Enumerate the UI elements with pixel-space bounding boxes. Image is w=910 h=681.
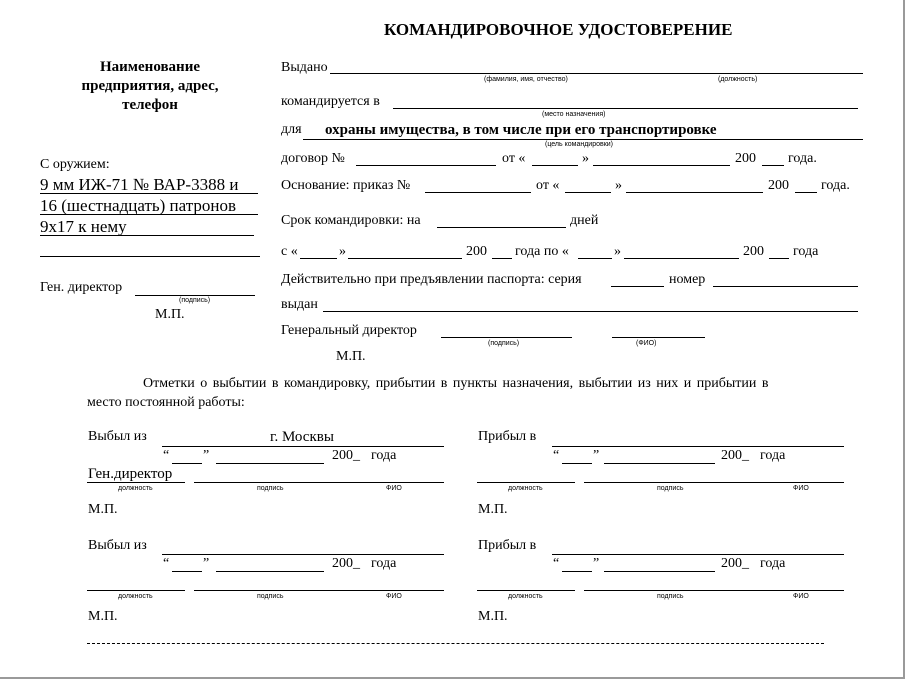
arrival-2-quote-open: “ (553, 556, 560, 571)
director-caption-name: (ФИО) (636, 340, 657, 347)
departure-1-sign-name-line (194, 482, 444, 483)
basis-close: » (615, 178, 622, 193)
arrival-2-cap-name: ФИО (793, 593, 809, 600)
arrival-2-place-line (552, 554, 844, 555)
director-stamp: М.П. (336, 349, 366, 364)
departure-1-day-line (172, 463, 202, 464)
departure-1-place-value: г. Москвы (270, 429, 334, 445)
purpose-value: охраны имущества, в том числе при его транспортировке (325, 122, 717, 138)
departure-2-quote-open: “ (163, 556, 170, 571)
issuer-heading-line2: предприятия, адрес, (81, 78, 219, 94)
term-unit: дней (570, 213, 599, 228)
contract-month-line (593, 165, 730, 166)
term-label: Срок командировки: на (281, 213, 421, 228)
period-year-2: 200 (743, 244, 764, 259)
period-month1-line (348, 258, 462, 259)
departure-1-label: Выбыл из (88, 429, 147, 444)
departure-1-year-suffix: года (371, 448, 397, 463)
arrival-1-day-line (562, 463, 592, 464)
arrival-2-position-line (477, 590, 575, 591)
weapon-line-3: 9х17 к нему (40, 217, 127, 236)
director-label: Генеральный директор (281, 323, 417, 338)
contract-number-line (356, 165, 496, 166)
term-days-line (437, 227, 566, 228)
arrival-1-year: 200_ (721, 448, 749, 463)
departure-1-cap-position: должность (118, 485, 153, 492)
period-year1-line (492, 258, 512, 259)
weapon-label: С оружием: (40, 157, 110, 172)
departure-2-cap-sign: подпись (257, 593, 284, 600)
departure-2-cap-name: ФИО (386, 593, 402, 600)
arrival-1-sign-name-line (584, 482, 844, 483)
arrival-2-month-line (604, 571, 715, 572)
director-name-line (612, 337, 705, 338)
basis-year: 200 (768, 178, 789, 193)
purpose-line (303, 139, 863, 140)
period-month2-line (624, 258, 739, 259)
departure-1-place-line (162, 446, 444, 447)
arrival-1-position-line (477, 482, 575, 483)
contract-from: от « (502, 151, 526, 166)
arrival-2-year: 200_ (721, 556, 749, 571)
contract-year-suffix: года. (788, 151, 817, 166)
purpose-label: для (281, 122, 302, 137)
period-day2-line (578, 258, 612, 259)
arrival-1-quote-close: ” (593, 448, 600, 463)
period-year-1: 200 (466, 244, 487, 259)
departure-1-cap-name: ФИО (386, 485, 402, 492)
passport-issued-label: выдан (281, 297, 318, 312)
weapon-underline-3 (40, 235, 254, 236)
departure-2-day-line (172, 571, 202, 572)
arrival-2-quote-close: ” (593, 556, 600, 571)
sent-to-line (393, 108, 858, 109)
departure-1-position-value: Ген.директор (88, 466, 173, 482)
arrival-1-cap-position: должность (508, 485, 543, 492)
basis-year-line (795, 192, 817, 193)
contract-year: 200 (735, 151, 756, 166)
arrival-1-quote-open: “ (553, 448, 560, 463)
period-to: года по « (515, 244, 569, 259)
passport-number-line (713, 286, 858, 287)
issued-label: Выдано (281, 60, 328, 75)
departure-1-month-line (216, 463, 324, 464)
arrival-2-stamp: М.П. (478, 609, 508, 624)
issued-caption-name: (фамилия, имя, отчество) (484, 76, 568, 83)
period-close-1: » (339, 244, 346, 259)
departure-2-cap-position: должность (118, 593, 153, 600)
basis-from: от « (536, 178, 560, 193)
arrival-1-stamp: М.П. (478, 502, 508, 517)
contract-label: договор № (281, 151, 345, 166)
document-title: КОМАНДИРОВОЧНОЕ УДОСТОВЕРЕНИЕ (384, 20, 733, 39)
arrival-2-cap-position: должность (508, 593, 543, 600)
passport-number-label: номер (669, 272, 706, 287)
sent-to-caption: (место назначения) (542, 111, 606, 118)
arrival-2-label: Прибыл в (478, 538, 537, 553)
marks-paragraph-line1: Отметки о выбытии в командировку, прибытии в пункты назначения, выбытии из них и прибытии в (143, 376, 769, 391)
left-stamp: М.П. (155, 307, 185, 322)
contract-year-line (762, 165, 784, 166)
passport-label: Действительно при предъявлении паспорта: серия (281, 272, 582, 287)
arrival-1-year-suffix: года (760, 448, 786, 463)
director-sign-line (441, 337, 572, 338)
weapon-line-2: 16 (шестнадцать) патронов (40, 196, 236, 215)
purpose-caption: (цель командировки) (545, 141, 614, 148)
departure-1-stamp: М.П. (88, 502, 118, 517)
marks-paragraph-line2: место постоянной работы: (87, 395, 245, 410)
period-from: с « (281, 244, 298, 259)
departure-2-quote-close: ” (203, 556, 210, 571)
departure-2-place-line (162, 554, 444, 555)
departure-1-quote-open: “ (163, 448, 170, 463)
departure-2-label: Выбыл из (88, 538, 147, 553)
weapon-underline-2 (40, 214, 258, 215)
arrival-1-cap-name: ФИО (793, 485, 809, 492)
bottom-dashed-rule (87, 643, 824, 644)
issuer-heading-line3: телефон (122, 97, 178, 113)
period-day1-line (300, 258, 337, 259)
period-year-suffix: года (793, 244, 819, 259)
weapon-blank-line (40, 256, 260, 257)
arrival-2-day-line (562, 571, 592, 572)
departure-2-year: 200_ (332, 556, 360, 571)
basis-month-line (626, 192, 763, 193)
departure-1-year: 200_ (332, 448, 360, 463)
basis-day-line (565, 192, 611, 193)
departure-2-sign-name-line (194, 590, 444, 591)
arrival-1-cap-sign: подпись (657, 485, 684, 492)
departure-2-stamp: М.П. (88, 609, 118, 624)
basis-year-suffix: года. (821, 178, 850, 193)
basis-label: Основание: приказ № (281, 178, 411, 193)
passport-series-line (611, 286, 664, 287)
departure-1-quote-close: ” (203, 448, 210, 463)
basis-number-line (425, 192, 531, 193)
passport-issued-line (323, 311, 858, 312)
sent-to-label: командируется в (281, 94, 380, 109)
contract-day-line (532, 165, 578, 166)
issued-caption-position: (должность) (718, 76, 758, 83)
left-signature-label: Ген. директор (40, 280, 123, 295)
arrival-2-year-suffix: года (760, 556, 786, 571)
arrival-1-month-line (604, 463, 715, 464)
contract-close: » (582, 151, 589, 166)
arrival-1-label: Прибыл в (478, 429, 537, 444)
left-signature-caption: (подпись) (179, 297, 211, 304)
arrival-2-sign-name-line (584, 590, 844, 591)
departure-2-month-line (216, 571, 324, 572)
issued-line (330, 73, 863, 74)
arrival-1-place-line (552, 446, 844, 447)
departure-1-cap-sign: подпись (257, 485, 284, 492)
arrival-2-cap-sign: подпись (657, 593, 684, 600)
period-year2-line (769, 258, 789, 259)
departure-2-year-suffix: года (371, 556, 397, 571)
weapon-line-1: 9 мм ИЖ-71 № ВАР-3388 и (40, 175, 239, 194)
departure-2-position-line (87, 590, 185, 591)
director-caption-sign: (подпись) (488, 340, 520, 347)
period-close-2: » (614, 244, 621, 259)
departure-1-position-line (87, 482, 185, 483)
issuer-heading-line1: Наименование (100, 59, 200, 75)
weapon-underline-1 (40, 193, 258, 194)
left-signature-line (135, 295, 255, 296)
